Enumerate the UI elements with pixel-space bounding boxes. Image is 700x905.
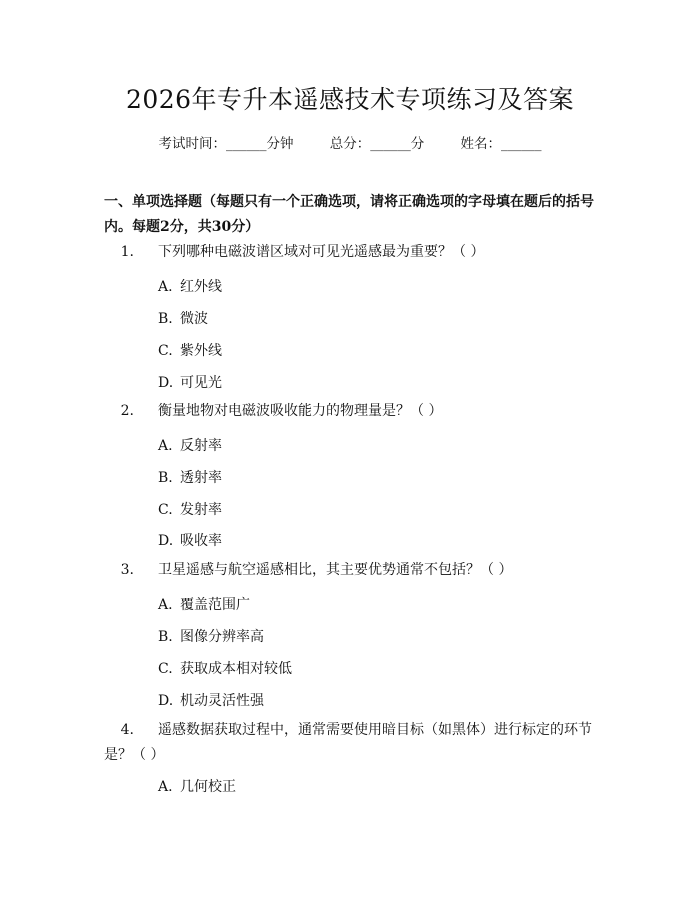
option-text: 可见光 bbox=[180, 375, 222, 391]
name-field: 姓名：______ bbox=[460, 136, 542, 152]
question-3 bbox=[104, 558, 594, 583]
option-text: 获取成本相对较低 bbox=[180, 661, 292, 677]
question-2 bbox=[104, 399, 594, 424]
option-text: 机动灵活性强 bbox=[180, 693, 264, 709]
option-letter: D. bbox=[158, 533, 174, 549]
option-text: 几何校正 bbox=[180, 779, 236, 795]
option-text: 图像分辨率高 bbox=[180, 629, 264, 645]
question-1-option-a bbox=[158, 276, 222, 296]
question-text: 卫星遥感与航空遥感相比，其主要优势通常不包括？（ ） bbox=[158, 562, 513, 578]
question-number: 3. bbox=[120, 562, 134, 578]
option-text: 发射率 bbox=[180, 502, 222, 518]
option-letter: A. bbox=[158, 438, 173, 454]
question-3-option-d bbox=[158, 690, 264, 710]
question-2-option-c bbox=[158, 499, 222, 519]
question-1 bbox=[104, 240, 594, 265]
option-letter: A. bbox=[158, 279, 173, 295]
question-3-option-c bbox=[158, 658, 292, 678]
option-letter: D. bbox=[158, 375, 174, 391]
question-1-option-d bbox=[158, 372, 222, 392]
question-text: 衡量地物对电磁波吸收能力的物理量是？（ ） bbox=[158, 403, 443, 419]
question-2-option-a bbox=[158, 435, 222, 455]
exam-time-field: 考试时间：______分钟 bbox=[158, 136, 294, 152]
total-score-field: 总分：______分 bbox=[329, 136, 425, 152]
question-3-option-a bbox=[158, 594, 250, 614]
question-text: 下列哪种电磁波谱区域对可见光遥感最为重要？（ ） bbox=[158, 244, 485, 260]
option-text: 透射率 bbox=[180, 470, 222, 486]
section-heading: 一、单项选择题（每题只有一个正确选项，请将正确选项的字母填在题后的括号内。每题2分，共30分） bbox=[104, 194, 594, 235]
question-3-option-b bbox=[158, 626, 264, 646]
question-text: 遥感数据获取过程中，通常需要使用暗目标（如黑体）进行标定的环节是？（ ） bbox=[104, 722, 592, 763]
question-4-option-a bbox=[158, 776, 236, 796]
question-1-option-c bbox=[158, 340, 222, 360]
option-letter: C. bbox=[158, 661, 173, 677]
exam-info-line bbox=[0, 132, 700, 152]
option-letter: B. bbox=[158, 629, 173, 645]
option-letter: B. bbox=[158, 311, 173, 327]
option-letter: C. bbox=[158, 343, 173, 359]
option-letter: D. bbox=[158, 693, 174, 709]
question-number: 2. bbox=[120, 403, 134, 419]
option-text: 覆盖范围广 bbox=[180, 597, 250, 613]
option-letter: C. bbox=[158, 502, 173, 518]
question-number: 4. bbox=[120, 722, 134, 738]
option-text: 紫外线 bbox=[180, 343, 222, 359]
option-text: 微波 bbox=[180, 311, 208, 327]
question-2-option-d bbox=[158, 530, 222, 550]
question-number: 1. bbox=[120, 244, 134, 260]
option-text: 反射率 bbox=[180, 438, 222, 454]
option-text: 红外线 bbox=[180, 279, 222, 295]
option-text: 吸收率 bbox=[180, 533, 222, 549]
question-4 bbox=[104, 718, 594, 768]
option-letter: B. bbox=[158, 470, 173, 486]
option-letter: A. bbox=[158, 779, 173, 795]
question-1-option-b bbox=[158, 308, 208, 328]
option-letter: A. bbox=[158, 597, 173, 613]
question-2-option-b bbox=[158, 467, 222, 487]
document-title: 2026年专升本遥感技术专项练习及答案 bbox=[125, 85, 575, 114]
